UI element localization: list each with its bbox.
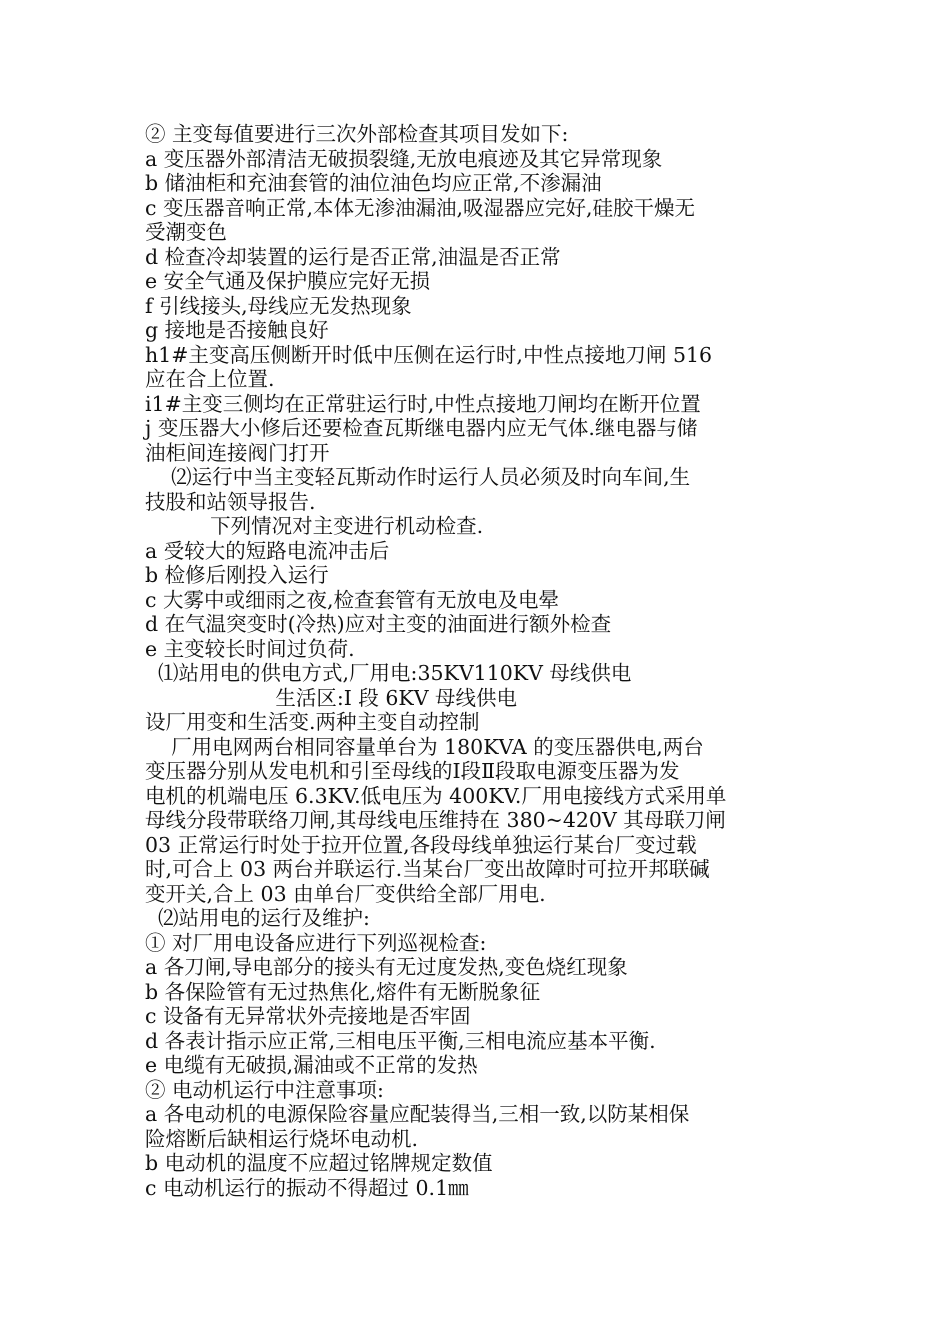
text-line: c 变压器音响正常,本体无渗油漏油,吸湿器应完好,硅胶干燥无 [145,195,696,220]
text-line: 技股和站领导报告. [145,489,316,514]
text-line: 应在合上位置. [145,367,275,391]
text-line: b 各保险管有无过热焦化,熔件有无断脱象征 [145,979,541,1004]
text-line: c 电动机运行的振动不得超过 0.1㎜ [145,1175,469,1200]
text-line: c 设备有无异常状外壳接地是否牢固 [145,1004,471,1028]
text-line: i1#主变三侧均在正常驻运行时,中性点接地刀闸均在断开位置 [145,391,701,416]
text-line: g 接地是否接触良好 [145,318,329,342]
text-line: 险熔断后缺相运行烧坏电动机. [145,1126,419,1151]
text-line: a 各电动机的电源保险容量应配装得当,三相一致,以防某相保 [145,1102,690,1126]
text-line: ① 对厂用电设备应进行下列巡视检查: [145,930,487,955]
text-line: d 各表计指示应正常,三相电压平衡,三相电流应基本平衡. [145,1028,656,1053]
text-line: j 变压器大小修后还要检查瓦斯继电器内应无气体.继电器与储 [145,416,698,440]
text-line: b 储油柜和充油套管的油位油色均应正常,不渗漏油 [145,171,602,195]
text-line: 设厂用变和生活变.两种主变自动控制 [145,710,480,734]
text-line: 03 正常运行时处于拉开位置,各段母线单独运行某台厂变过载 [145,832,697,857]
text-line: 厂用电网两台相同容量单台为 180KVA 的变压器供电,两台 [145,734,704,759]
document-page [145,122,810,1200]
text-line: 油柜间连接阀门打开 [145,440,330,465]
text-line: ⑵站用电的运行及维护: [145,906,370,930]
text-line: ② 电动机运行中注意事项: [145,1077,384,1102]
text-line: 母线分段带联络刀闸,其母线电压维持在 380~420V 其母联刀闸 [145,808,726,832]
text-line: d 检查冷却装置的运行是否正常,油温是否正常 [145,244,561,269]
text-line: ⑵运行中当主变轻瓦斯动作时运行人员必须及时向车间,生 [145,465,691,489]
text-line: b 电动机的温度不应超过铭牌规定数值 [145,1151,493,1175]
text-line: h1#主变高压侧断开时低中压侧在运行时,中性点接地刀闸 516 [145,342,713,367]
text-line: 电机的机端电压 6.3KV.低电压为 400KV.厂用电接线方式采用单 [145,783,727,808]
text-line: ② 主变每值要进行三次外部检查其项目发如下: [145,122,569,146]
text-line: e 主变较长时间过负荷. [145,636,355,661]
text-line: 受潮变色 [145,220,227,244]
text-line: 变开关,合上 03 由单台厂变供给全部厂用电. [145,881,546,906]
text-line: a 变压器外部清洁无破损裂缝,无放电痕迹及其它异常现象 [145,146,663,171]
text-line: 生活区:Ⅰ 段 6KV 母线供电 [145,685,518,710]
text-line: a 各刀闸,导电部分的接头有无过度发热,变色烧红现象 [145,955,628,979]
text-line: ⑴站用电的供电方式,厂用电:35KV110KV 母线供电 [145,661,632,685]
text-line: b 检修后刚投入运行 [145,563,329,587]
text-line: c 大雾中或细雨之夜,检查套管有无放电及电晕 [145,587,560,612]
text-line: e 安全气通及保护膜应完好无损 [145,269,431,293]
text-line: f 引线接头,母线应无发热现象 [145,293,412,318]
text-line: d 在气温突变时(冷热)应对主变的油面进行额外检查 [145,612,612,636]
text-line: 下列情况对主变进行机动检查. [145,514,484,538]
text-line: e 电缆有无破损,漏油或不正常的发热 [145,1053,478,1077]
text-line: a 受较大的短路电流冲击后 [145,538,390,563]
text-line: 变压器分别从发电机和引至母线的Ⅰ段Ⅱ段取电源变压器为发 [145,759,680,783]
text-line: 时,可合上 03 两台并联运行.当某台厂变出故障时可拉开邦联碱 [145,857,710,881]
